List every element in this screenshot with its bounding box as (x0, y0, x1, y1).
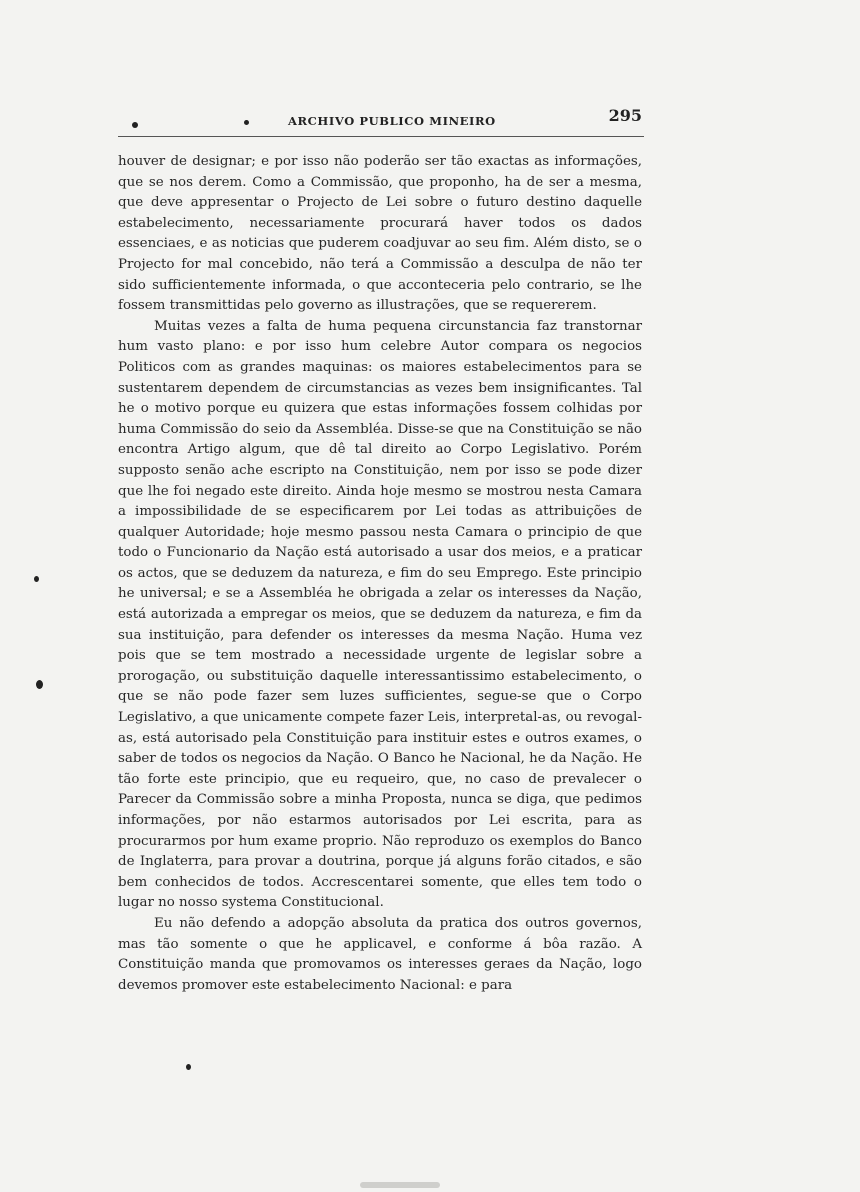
paragraph-1: houver de designar; e por isso não poderão ser tão exactas as informações, que se nos derem. Como a Commissão, que proponho, ha de ser a mesma, que deve appresentar o Projecto de Lei sobre o futuro destino daquelle estabelecimento, necessariamente procurará haver todos os dados essenciaes, e as noticias que puderem coadjuvar ao seu fim. Além disto, se o Projecto for mal concebido, não terá a Commissão a desculpa de não ter sido sufficientemente informada, o que acconteceria pelo contrario, se lhe fossem transmittidas pelo governo as illustrações, que se requererem. (118, 154, 642, 314)
body-text (118, 152, 642, 996)
header-rule (118, 136, 644, 137)
margin-mark-lower (36, 680, 43, 689)
paragraph-3: Eu não defendo a adopção absoluta da pratica dos outros governos, mas tão somente o que he applicavel, e conforme á bôa razão. A Constituição manda que promovamos os interesses geraes da Nação, logo devemos promover este estabelecimento Nacional: e para (118, 915, 642, 993)
margin-mark-bottom (186, 1064, 191, 1070)
header-title: ARCHIVO PUBLICO MINEIRO (288, 114, 496, 128)
page-number: 295 (608, 106, 642, 125)
header-ornament-dot-left (132, 122, 138, 128)
paragraph-2: Muitas vezes a falta de huma pequena circunstancia faz transtornar hum vasto plano: e por isso hum celebre Autor compara os negocios Politicos com as grandes maquinas: os maiores estabelecimentos para se sustentarem dependem de circumstancias as vezes bem insignificantes. Tal he o motivo porque eu quizera que estas informações fossem colhidas por huma Commissão do seio da Assembléa. Disse-se que na Constituição se não encontra Artigo algum, que dê tal direito ao Corpo Legislativo. Porém supposto senão ache escripto na Constituição, nem por isso se pode dizer que lhe foi negado este direito. Ainda hoje mesmo se mostrou nesta Camara a impossibilidade de se especificarem por Lei todas as attribuições de qualquer Autoridade; hoje mesmo passou nesta Camara o principio de que todo o Funcionario da Nação está autorisado a usar dos meios, e a praticar os actos, que se deduzem da natureza, e fim do seu Emprego. Este principio he universal; e se a Assembléa he obrigada a zelar os interesses da Nação, está autorizada a empregar os meios, que se deduzem da natureza, e fim da sua instituição, para defender os interesses da mesma Nação. Huma vez pois que se tem mostrado a necessidade urgente de legislar sobre a prorogação, ou substituição daquelle interessantissimo estabelecimento, o que se não pode fazer sem luzes sufficientes, segue-se que o Corpo Legislativo, a que unicamente compete fazer Leis, interpretal-as, ou revogal-as, está autorisado pela Constituição para instituir estes e outros exames, o saber de todos os negocios da Nação. O Banco he Nacional, he da Nação. He tão forte este principio, que eu requeiro, que, no caso de prevalecer o Parecer da Commissão sobre a minha Proposta, nunca se diga, que pedimos informações, por não estarmos autorisados por Lei escrita, para as procurarmos por hum exame proprio. Não reproduzo os exemplos do Banco de Inglaterra, para provar a doutrina, porque já alguns forão citados, e são bem conhecidos de todos. Accrescentarei somente, que elles tem todo o lugar no nosso systema Constitucional. (118, 318, 642, 911)
margin-mark-upper (34, 576, 39, 582)
header-ornament-dot-middle (244, 120, 249, 125)
running-header (118, 108, 644, 130)
footer-smudge (360, 1182, 440, 1188)
